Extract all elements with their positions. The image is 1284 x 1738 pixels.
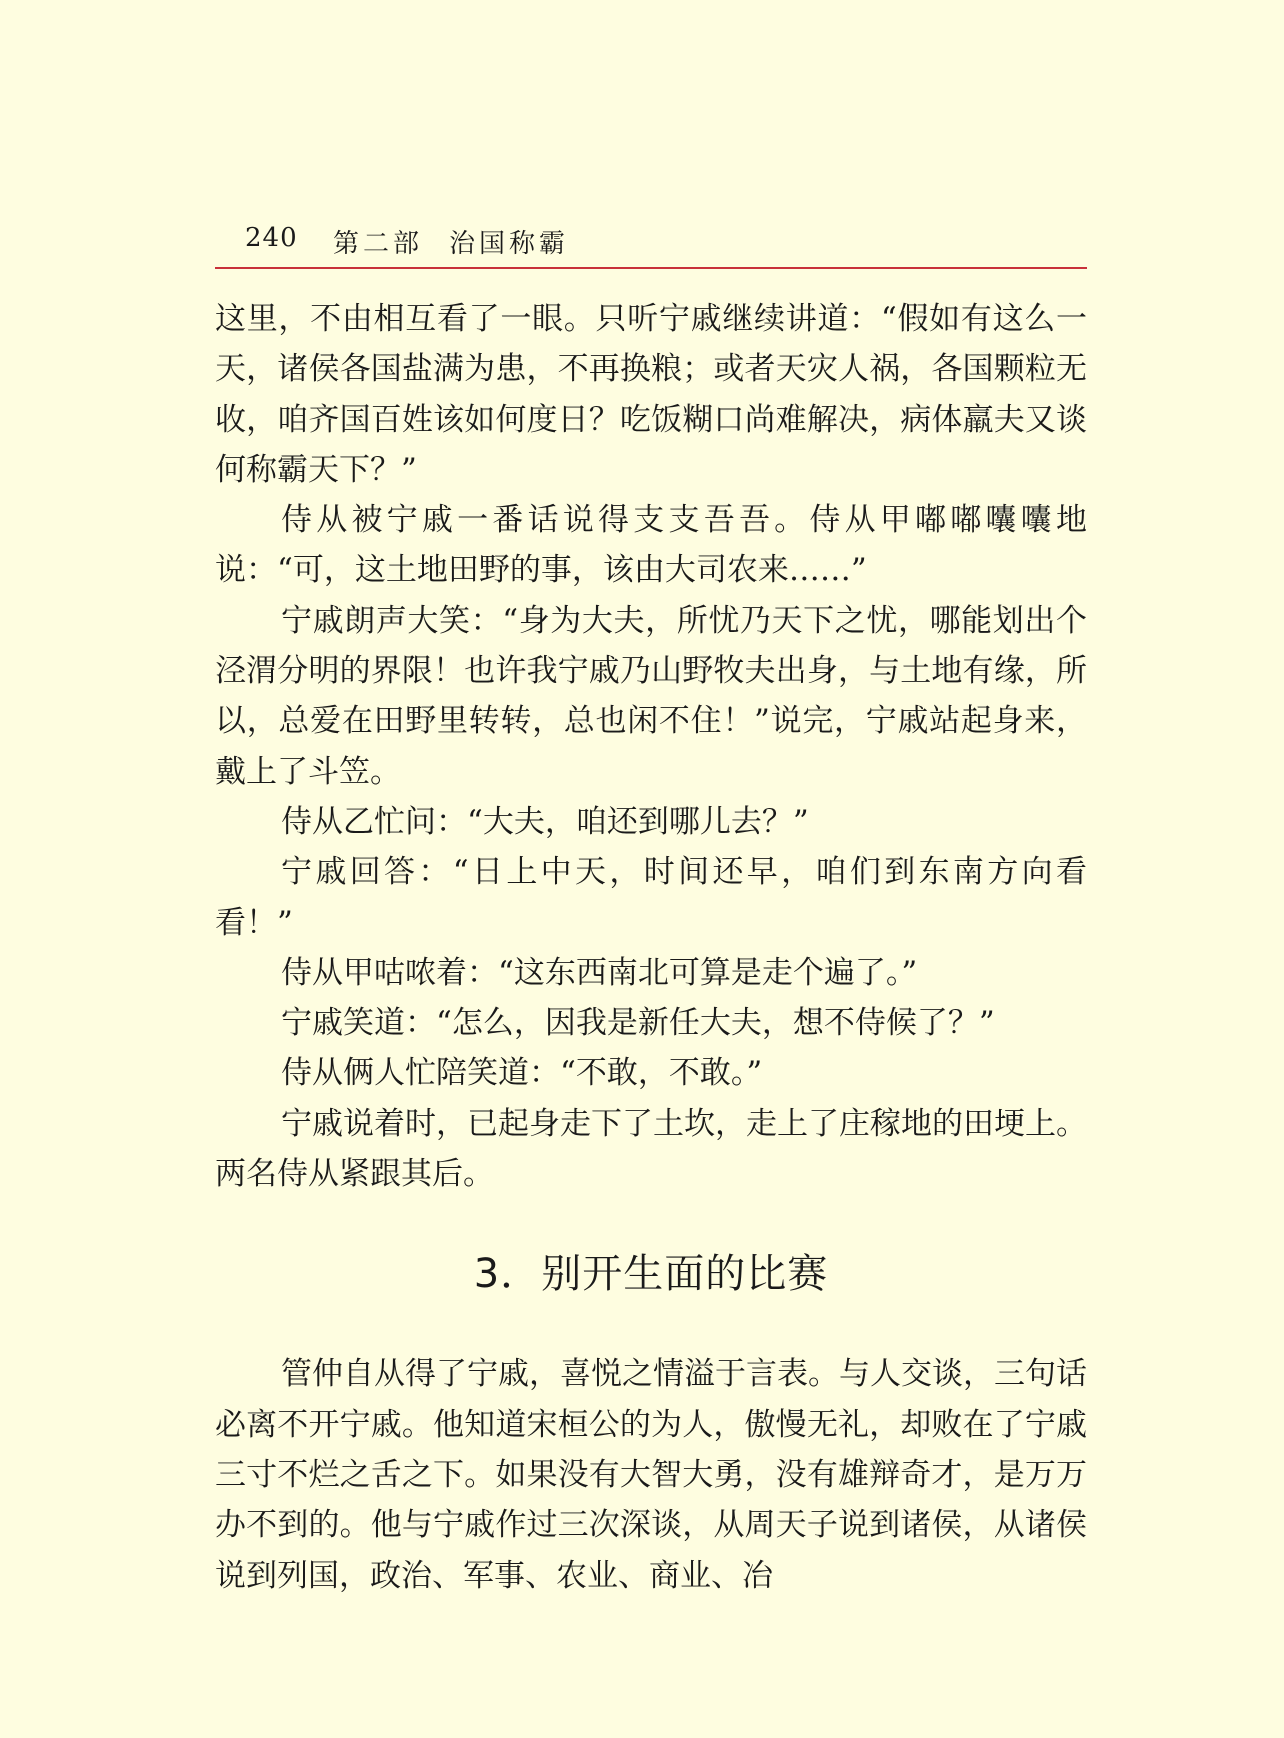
paragraph: 宁戚朗声大笑：“身为大夫，所忧乃天下之忧，哪能划出个泾渭分明的界限！也许我宁戚乃山野牧夫出身，与土地有缘，所以，总爱在田野里转转，总也闲不住！”说完，宁戚站起身来，戴上了斗笠。 bbox=[215, 602, 1087, 790]
page-number: 240 bbox=[245, 223, 298, 253]
paragraph: 这里，不由相互看了一眼。只听宁戚继续讲道：“假如有这么一天，诸侯各国盐满为患，不再换粮；或者天灾人祸，各国颗粒无收，咱齐国百姓该如何度日？吃饭糊口尚难解决，病体羸夫又谈何称霸天下？” bbox=[215, 301, 1087, 488]
running-head-section: 第二部 bbox=[333, 229, 424, 259]
section-heading: 3．别开生面的比赛 bbox=[473, 1251, 829, 1298]
paragraph: 管仲自从得了宁戚，喜悦之情溢于言表。与人交谈，三句话必离不开宁戚。他知道宋桓公的为人，傲慢无礼，却败在了宁戚三寸不烂之舌之下。如果没有大智大勇，没有雄辩奇才，是万万办不到的。他与宁戚作过三次深谈，从周天子说到诸侯，从诸侯说到列国，政治、军事、农业、商业、冶 bbox=[215, 1356, 1087, 1594]
paragraph: 宁戚说着时，已起身走下了土坎，走上了庄稼地的田埂上。两名侍从紧跟其后。 bbox=[215, 1105, 1087, 1193]
paragraph: 侍从被宁戚一番话说得支支吾吾。侍从甲嘟嘟囔囔地说：“可，这土地田野的事，该由大司农来……” bbox=[215, 502, 1087, 589]
page-header bbox=[215, 215, 1087, 269]
page-body bbox=[215, 294, 1087, 1601]
paragraph: 宁戚笑道：“怎么，因我是新任大夫，想不侍候了？” bbox=[281, 1005, 995, 1042]
paragraph: 侍从乙忙问：“大夫，咱还到哪儿去？” bbox=[281, 803, 809, 840]
paragraph: 侍从甲咕哝着：“这东西南北可算是走个遍了。” bbox=[281, 954, 918, 991]
running-head-chapter: 治国称霸 bbox=[449, 229, 570, 259]
paragraph: 宁戚回答：“日上中天，时间还早，咱们到东南方向看看！” bbox=[215, 854, 1087, 941]
section-heading-block bbox=[215, 1199, 1087, 1349]
paragraph: 侍从俩人忙陪笑道：“不敢，不敢。” bbox=[281, 1055, 763, 1092]
